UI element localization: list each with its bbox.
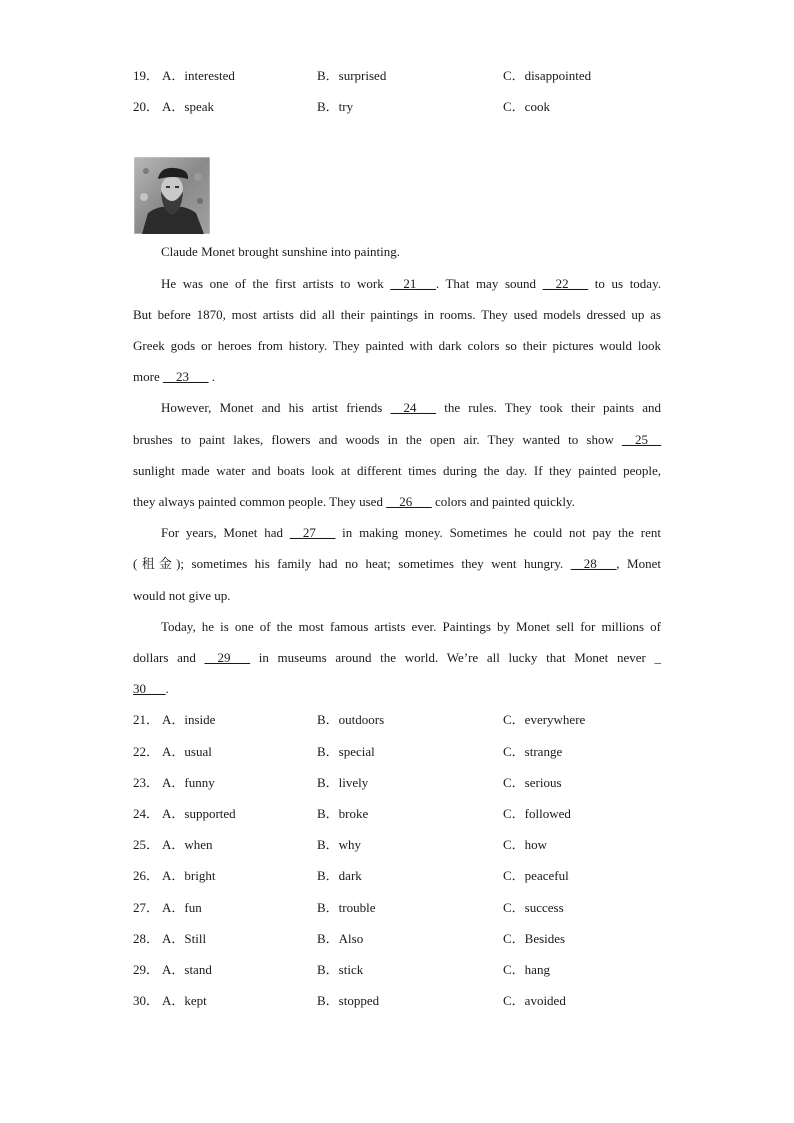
question-number: 22．	[133, 744, 160, 759]
option-a: A．interested	[162, 68, 235, 83]
text-run: He was one of the first artists to work	[161, 276, 391, 291]
option-c: C．followed	[503, 806, 571, 821]
question-number: 26．	[133, 868, 160, 883]
option-b: B．why	[317, 837, 362, 852]
option-c: C．success	[503, 900, 564, 915]
question-number: 29．	[133, 962, 160, 977]
option-b: B．broke	[317, 806, 369, 821]
option-c: C．hang	[503, 962, 550, 977]
passage-title: Claude Monet brought sunshine into painting.	[161, 244, 401, 259]
option-b: B．dark	[317, 868, 362, 883]
portrait-photo-icon	[134, 157, 210, 234]
option-a: A．fun	[162, 900, 202, 915]
text-run: the rules. They took their paints and	[436, 400, 661, 415]
blank-29: __29___	[204, 650, 251, 665]
passage-line: sunlight made water and boats look at different times during the day. If they painted people,	[133, 463, 661, 478]
option-c: C．strange	[503, 744, 563, 759]
text-run: in museums around the world. We’re all lucky that Monet never _	[250, 650, 662, 665]
passage-line	[161, 275, 661, 293]
question-number: 28．	[133, 931, 160, 946]
blank-22: __22___	[542, 276, 589, 291]
blank-30: 30___	[133, 681, 166, 696]
text-run: However, Monet and his artist friends	[161, 400, 391, 415]
passage-line	[133, 555, 661, 573]
blank-25: __25__	[622, 432, 661, 447]
option-b: B．stopped	[317, 993, 380, 1008]
option-a: A．usual	[162, 744, 212, 759]
passage-line: would not give up.	[133, 588, 231, 603]
option-b: B．stick	[317, 962, 364, 977]
option-a: A．funny	[162, 775, 215, 790]
blank-28: __28___	[570, 556, 617, 571]
passage-line	[133, 680, 661, 698]
option-a: A．stand	[162, 962, 212, 977]
passage-line: Today, he is one of the most famous artists ever. Paintings by Monet sell for millions of	[161, 619, 661, 634]
question-number: 20．	[133, 99, 160, 114]
text-run: in making money. Sometimes he could not pay the rent	[335, 525, 662, 540]
option-a: A．inside	[162, 712, 216, 727]
text-run: (租金); sometimes his family had no heat; sometimes they went hungry.	[133, 556, 571, 571]
blank-27: __27___	[289, 525, 336, 540]
text-run: .	[165, 681, 169, 696]
passage-line	[133, 649, 661, 667]
passage-line	[161, 524, 661, 542]
blank-24: __24___	[390, 400, 437, 415]
question-number: 24．	[133, 806, 160, 821]
text-run: colors and painted quickly.	[431, 494, 575, 509]
blank-21: __21___	[390, 276, 436, 291]
passage-line	[161, 399, 661, 417]
option-c: C．how	[503, 837, 548, 852]
text-run: they always painted common people. They used	[133, 494, 387, 509]
passage-line: Greek gods or heroes from history. They painted with dark colors so their pictures would look	[133, 338, 661, 353]
question-number: 23．	[133, 775, 160, 790]
option-c: C．peaceful	[503, 868, 569, 883]
question-number: 27．	[133, 900, 160, 915]
option-a: A．supported	[162, 806, 236, 821]
option-a: A．when	[162, 837, 213, 852]
option-a: A．kept	[162, 993, 207, 1008]
passage-line	[133, 368, 661, 386]
text-run: For years, Monet had	[161, 525, 290, 540]
text-run: , Monet	[616, 556, 661, 571]
option-c: C．cook	[503, 99, 550, 114]
option-b: B．special	[317, 744, 375, 759]
text-run: dollars and	[133, 650, 205, 665]
option-b: B．trouble	[317, 900, 376, 915]
option-b: B．lively	[317, 775, 369, 790]
option-b: B．Also	[317, 931, 364, 946]
passage-line	[133, 431, 661, 449]
question-number: 25．	[133, 837, 160, 852]
text-run: brushes to paint lakes, flowers and woods in the open air. They wanted to show	[133, 432, 622, 447]
option-b: B．try	[317, 99, 354, 114]
option-a: A．speak	[162, 99, 214, 114]
passage-line: But before 1870, most artists did all their paintings in rooms. They used models dressed up as	[133, 307, 661, 322]
option-b: B．surprised	[317, 68, 387, 83]
text-run: more	[133, 369, 163, 384]
option-c: C．Besides	[503, 931, 566, 946]
text-run: . That may sound	[435, 276, 543, 291]
option-b: B．outdoors	[317, 712, 385, 727]
option-c: C．avoided	[503, 993, 566, 1008]
option-c: C．everywhere	[503, 712, 586, 727]
option-c: C．serious	[503, 775, 562, 790]
passage-line	[133, 493, 661, 511]
option-c: C．disappointed	[503, 68, 592, 83]
question-number: 19．	[133, 68, 160, 83]
blank-26: __26___	[386, 494, 432, 509]
question-number: 21．	[133, 712, 160, 727]
option-a: A．Still	[162, 931, 207, 946]
question-number: 30．	[133, 993, 160, 1008]
text-run: to us today.	[588, 276, 661, 291]
blank-23: __23___	[162, 369, 209, 384]
text-run: .	[208, 369, 215, 384]
option-a: A．bright	[162, 868, 216, 883]
